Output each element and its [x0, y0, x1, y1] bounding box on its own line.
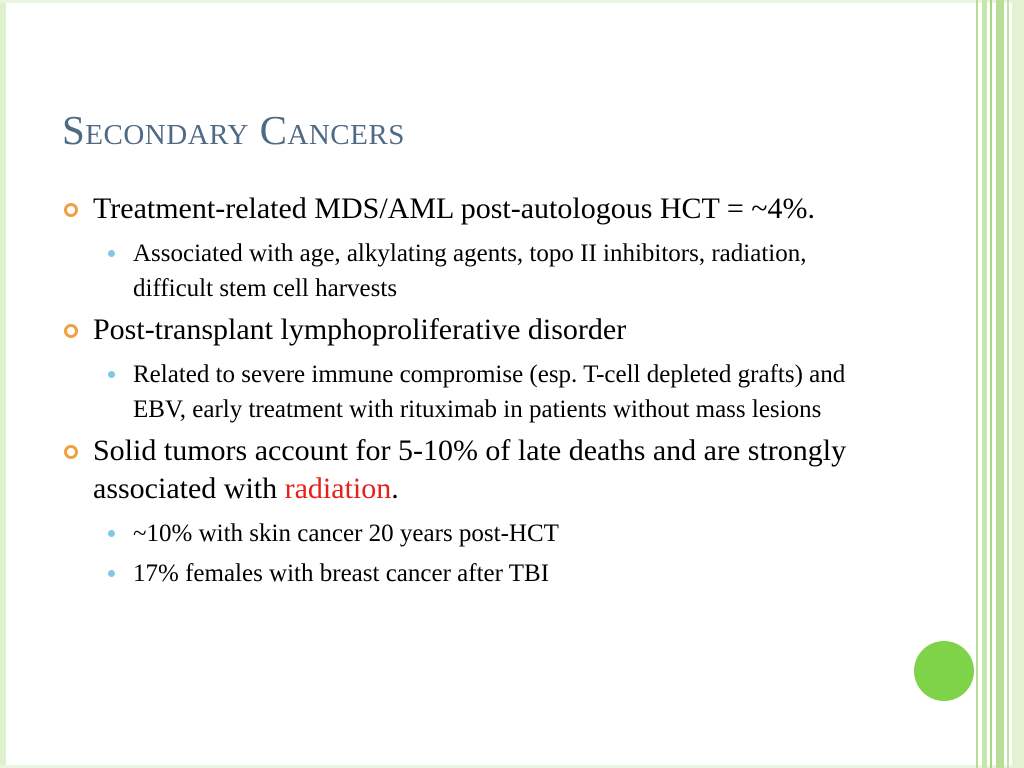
subbullet-item [62, 556, 892, 591]
subbullet-item [62, 516, 892, 551]
top-border [0, 0, 1024, 3]
ring-bullet-icon [64, 445, 78, 459]
dot-bullet-icon [108, 570, 115, 577]
subbullet-text: Related to severe immune compromise (esp. T-cell depleted grafts) and EBV, early treatment with rituximab in patients without mass lesions [133, 361, 846, 423]
left-border [0, 0, 6, 768]
ring-bullet-icon [64, 324, 78, 338]
bullet-text: Treatment-related MDS/AML post-autologous HCT = ~4%. [93, 192, 815, 225]
ring-bullet-icon [64, 203, 78, 217]
slide-body [62, 190, 892, 596]
subbullet-text: ~10% with skin cancer 20 years post-HCT [133, 520, 559, 547]
stripe [990, 0, 992, 768]
stripe [996, 0, 1004, 768]
stripe [1012, 0, 1024, 768]
stripe [982, 0, 987, 768]
highlighted-word: radiation [284, 472, 392, 505]
dot-bullet-icon [108, 530, 115, 537]
subbullet-item [62, 236, 892, 306]
bullet-item [62, 311, 892, 349]
dot-bullet-icon [108, 371, 115, 378]
stripe [976, 0, 978, 768]
subbullet-item [62, 357, 892, 427]
stripe [1007, 0, 1009, 768]
bullet-text: Post-transplant lymphoproliferative disorder [93, 313, 627, 346]
decorative-circle [914, 641, 974, 701]
subbullet-text: Associated with age, alkylating agents, topo II inhibitors, radiation, difficult stem cell harvests [133, 240, 807, 302]
bullet-text-end: . [391, 472, 399, 505]
subbullet-text: 17% females with breast cancer after TBI [133, 560, 550, 587]
dot-bullet-icon [108, 250, 115, 257]
bullet-item [62, 190, 892, 228]
bullet-text-start: Solid tumors account for 5-10% of late deaths and are strongly associated with [93, 434, 847, 505]
right-stripes [976, 0, 1024, 768]
slide-title: Secondary Cancers [62, 107, 405, 153]
bullet-item [62, 432, 892, 508]
